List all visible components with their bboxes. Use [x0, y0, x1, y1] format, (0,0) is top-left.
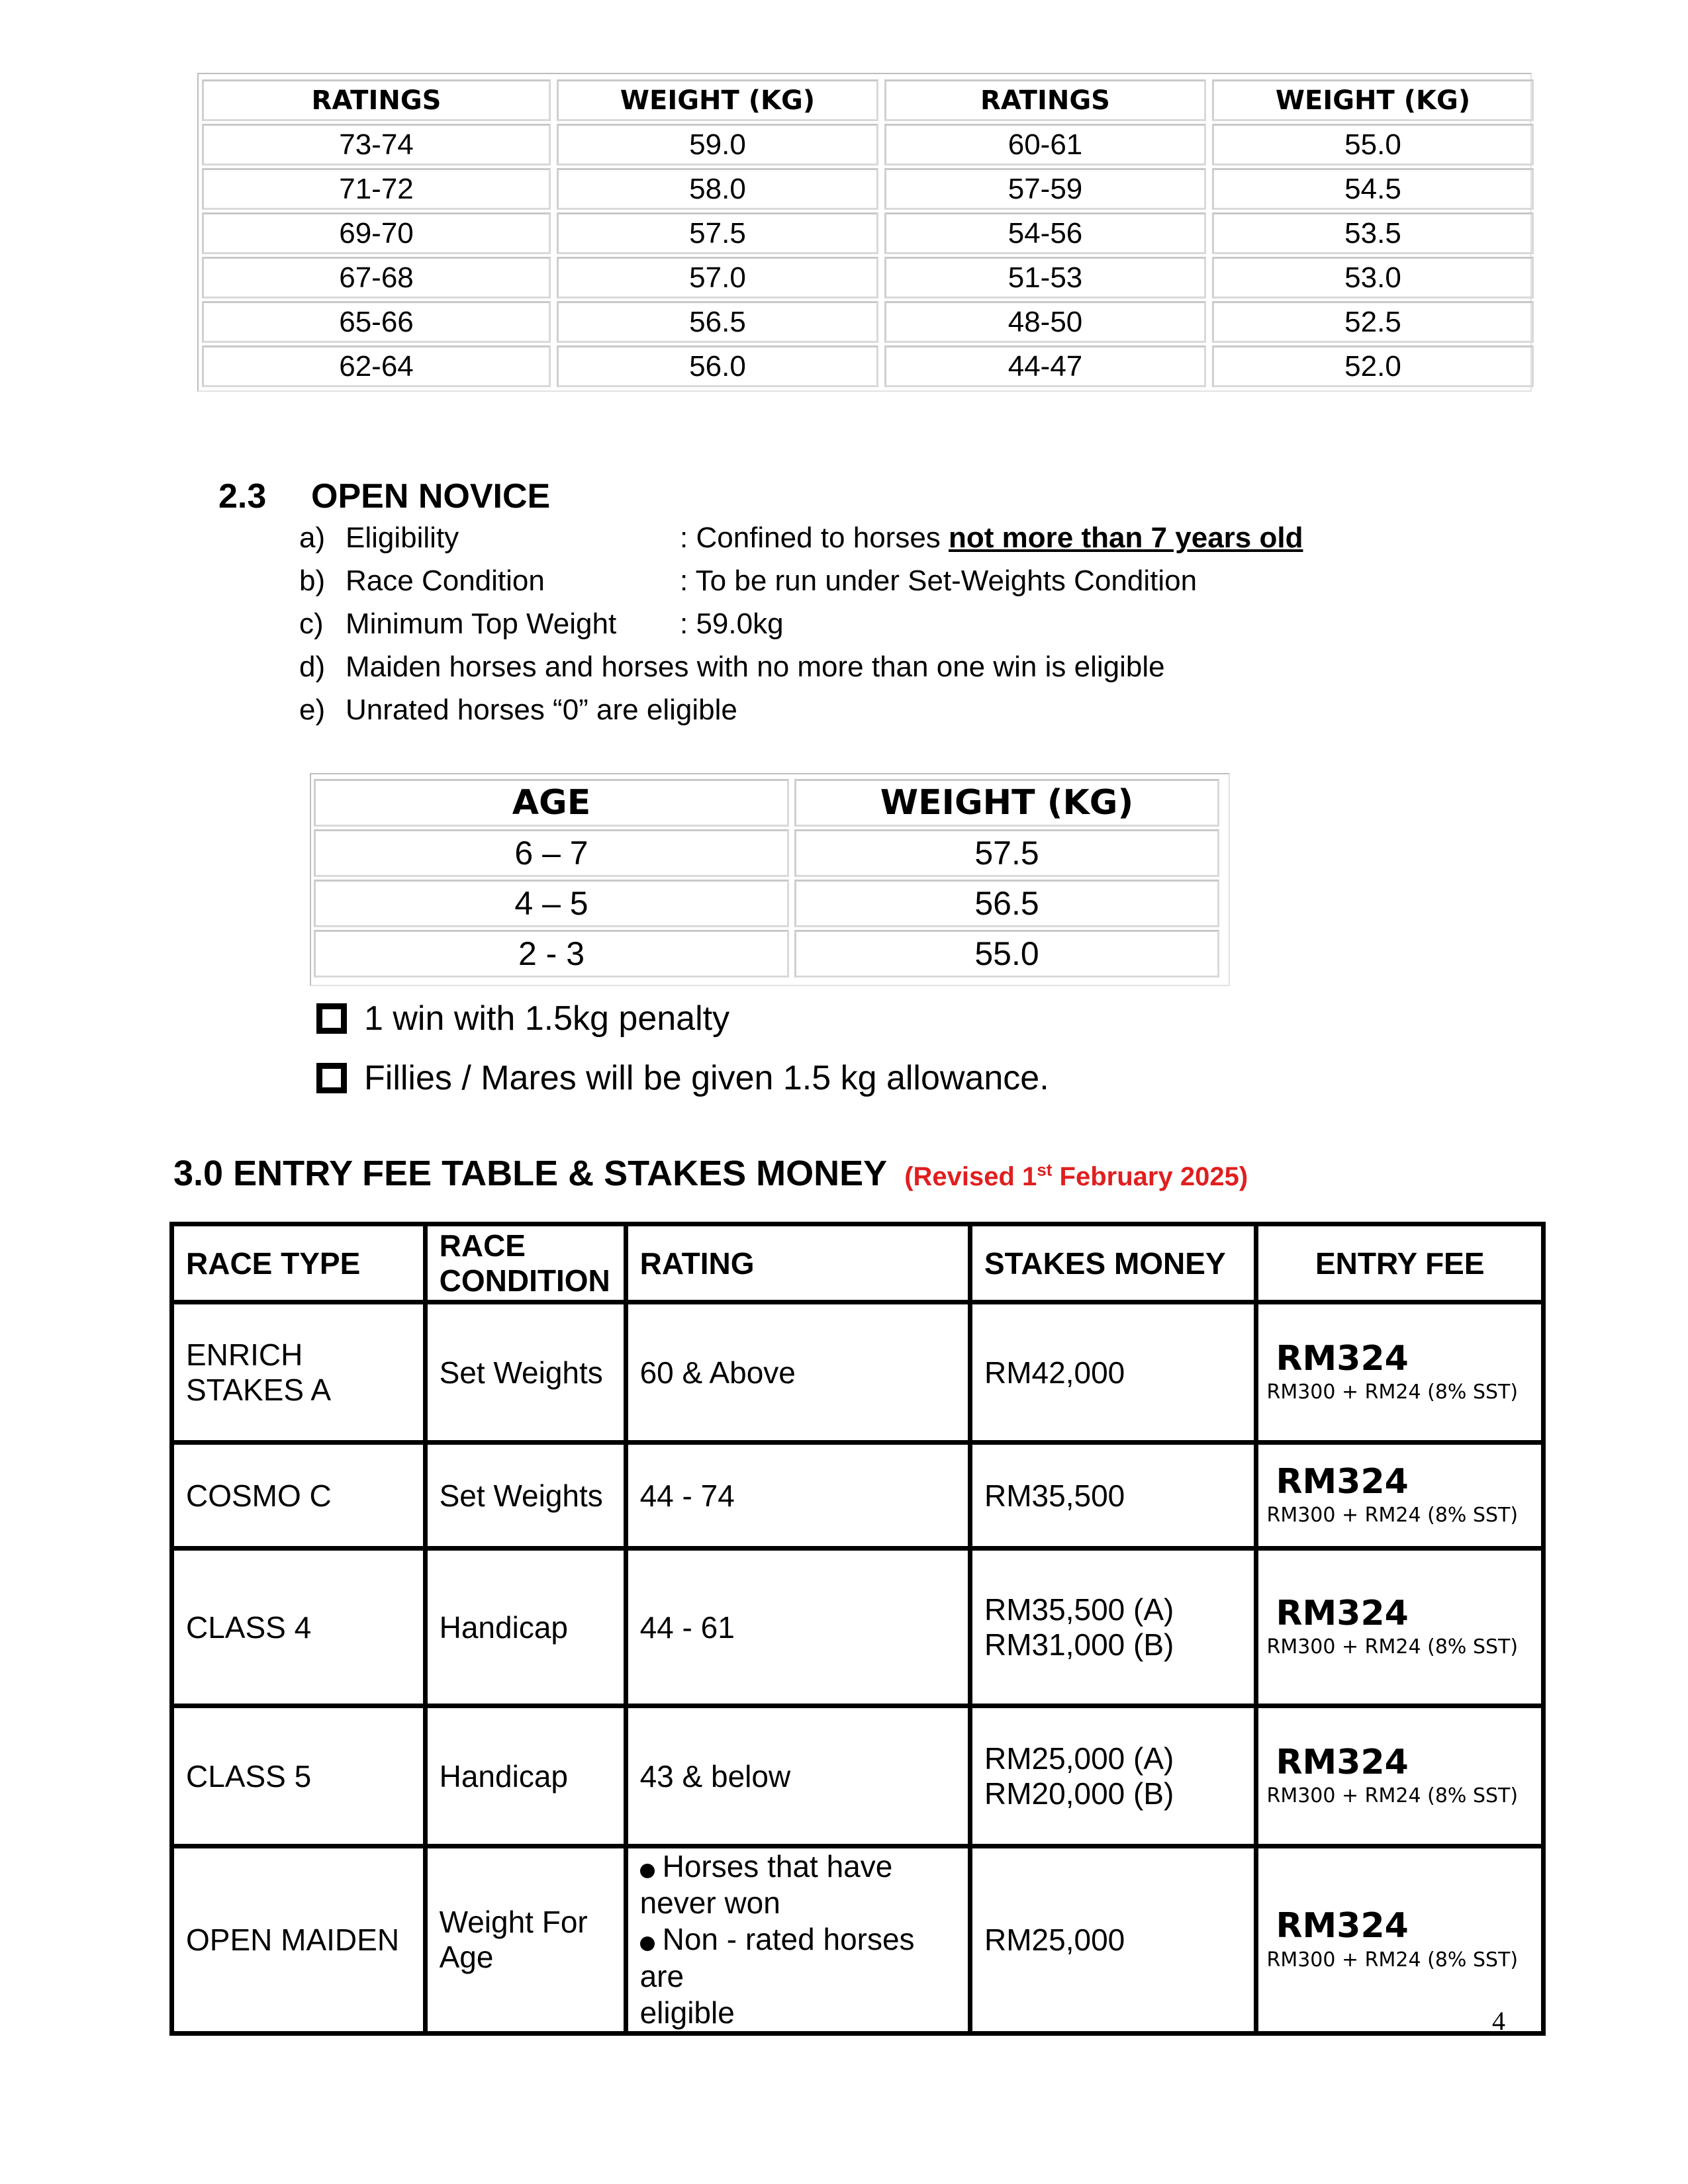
list-item — [316, 1048, 1049, 1108]
fee-amount: RM324 — [1276, 1461, 1409, 1502]
condition-line: Age — [439, 1939, 494, 1974]
table-cell: 55.0 — [794, 930, 1219, 978]
table-cell: 59.0 — [557, 124, 878, 165]
race-type-cell: COSMO C — [172, 1443, 426, 1549]
fee-detail: RM300 + RM24 (8% SST) — [1266, 1635, 1519, 1659]
table-cell: 57.5 — [557, 212, 878, 254]
table-row — [172, 1302, 1544, 1443]
table-header: RATINGS — [884, 79, 1206, 121]
age-weight-table — [310, 773, 1230, 986]
table-cell: 57.0 — [557, 257, 878, 298]
notes-list — [316, 989, 1049, 1108]
condition-cell: Set Weights — [425, 1302, 626, 1443]
list-item — [640, 1921, 956, 1994]
item-letter: d) — [299, 651, 326, 683]
rating-cell — [626, 1846, 970, 2034]
table-cell: 58.0 — [557, 168, 878, 210]
bullet-dot-icon — [640, 1864, 655, 1878]
bullet-text: Horses that have never won — [639, 1849, 893, 1921]
fee-detail: RM300 + RM24 (8% SST) — [1266, 1948, 1519, 1972]
fee-detail: RM300 + RM24 (8% SST) — [1266, 1504, 1519, 1527]
header-line: CONDITION — [439, 1263, 610, 1298]
table-header-row — [172, 1224, 1544, 1302]
item-value — [680, 522, 1303, 555]
race-type-cell: CLASS 5 — [172, 1706, 426, 1846]
table-header — [425, 1224, 626, 1302]
item-label: Eligibility — [346, 522, 459, 554]
item-value: : To be run under Set-Weights Condition — [680, 565, 1197, 597]
fee-amount: RM324 — [1276, 1338, 1409, 1379]
stakes-line: RM35,500 (A) — [984, 1592, 1174, 1627]
table-header: STAKES MONEY — [970, 1224, 1256, 1302]
list-item — [640, 1848, 956, 1921]
table-cell: 53.0 — [1212, 257, 1534, 298]
table-cell: 56.5 — [557, 301, 878, 343]
condition-cell: Set Weights — [425, 1443, 626, 1549]
table-header: ENTRY FEE — [1256, 1224, 1544, 1302]
table-cell: 55.0 — [1212, 124, 1534, 165]
ratings-weight-table — [197, 73, 1532, 392]
note-text: 1 win with 1.5kg penalty — [364, 999, 730, 1038]
fee-amount: RM324 — [1276, 1593, 1409, 1633]
item-label: Minimum Top Weight — [346, 608, 617, 640]
table-cell: 54-56 — [884, 212, 1206, 254]
rating-cell: 44 - 74 — [626, 1443, 970, 1549]
item-letter: a) — [299, 522, 326, 554]
table-cell: 62-64 — [202, 345, 551, 387]
revision-sup: st — [1037, 1160, 1053, 1180]
rating-cell: 60 & Above — [626, 1302, 970, 1443]
stakes-cell — [970, 1549, 1256, 1706]
header-line: RACE — [439, 1228, 526, 1263]
table-cell: 67-68 — [202, 257, 551, 298]
bullet-dot-icon — [640, 1936, 655, 1951]
entry-fee-cell — [1256, 1443, 1544, 1549]
page-number: 4 — [1492, 2006, 1505, 2036]
stakes-cell: RM42,000 — [970, 1302, 1256, 1443]
item-letter: e) — [299, 694, 326, 726]
condition-cell — [425, 1846, 626, 2034]
item-text: Unrated horses “0” are eligible — [346, 694, 737, 726]
table-header: WEIGHT (KG) — [557, 79, 878, 121]
item-text: Maiden horses and horses with no more than one win is eligible — [346, 651, 1165, 683]
stakes-line: RM31,000 (B) — [984, 1627, 1174, 1662]
rating-cell: 43 & below — [626, 1706, 970, 1846]
table-header: RATINGS — [202, 79, 551, 121]
value-prefix: : Confined to horses — [680, 522, 949, 554]
race-type-line: ENRICH — [186, 1337, 303, 1372]
bullet-continuation: eligible — [639, 1995, 735, 2030]
table-header: RATING — [626, 1224, 970, 1302]
entry-fee-cell — [1256, 1549, 1544, 1706]
table-cell: 48-50 — [884, 301, 1206, 343]
note-text: Fillies / Mares will be given 1.5 kg allowance. — [364, 1059, 1049, 1097]
table-cell: 71-72 — [202, 168, 551, 210]
value-emphasis: not more than 7 years old — [949, 522, 1303, 554]
entry-fee-cell — [1256, 1302, 1544, 1443]
table-cell: 69-70 — [202, 212, 551, 254]
stakes-cell: RM35,500 — [970, 1443, 1256, 1549]
table-cell: 53.5 — [1212, 212, 1534, 254]
rating-cell: 44 - 61 — [626, 1549, 970, 1706]
table-header: RACE TYPE — [172, 1224, 426, 1302]
table-header: AGE — [314, 779, 789, 827]
table-cell: 57.5 — [794, 829, 1219, 877]
table-cell: 52.0 — [1212, 345, 1534, 387]
table-row — [172, 1549, 1544, 1706]
bullet-text: Non - rated horses are — [639, 1922, 915, 1993]
condition-cell: Handicap — [425, 1706, 626, 1846]
race-type-cell: OPEN MAIDEN — [172, 1846, 426, 2034]
fee-detail: RM300 + RM24 (8% SST) — [1266, 1381, 1519, 1404]
table-cell: 56.0 — [557, 345, 878, 387]
stakes-cell: RM25,000 — [970, 1846, 1256, 2034]
race-type-cell: CLASS 4 — [172, 1549, 426, 1706]
revision-prefix: (Revised 1 — [904, 1162, 1037, 1191]
table-row — [172, 1846, 1544, 2034]
table-cell: 6 – 7 — [314, 829, 789, 877]
race-type-cell — [172, 1302, 426, 1443]
table-header: WEIGHT (KG) — [1212, 79, 1534, 121]
table-cell: 56.5 — [794, 880, 1219, 927]
table-cell: 60-61 — [884, 124, 1206, 165]
section-title-text: 3.0 ENTRY FEE TABLE & STAKES MONEY — [173, 1154, 887, 1193]
table-cell: 44-47 — [884, 345, 1206, 387]
stakes-cell — [970, 1706, 1256, 1846]
section-title: OPEN NOVICE — [311, 477, 551, 516]
condition-line: Weight For — [439, 1905, 588, 1940]
square-bullet-icon — [316, 1063, 347, 1093]
entry-fee-table — [169, 1222, 1546, 2036]
revision-suffix: February 2025) — [1052, 1162, 1248, 1191]
section-number: 2.3 — [218, 477, 267, 516]
table-cell: 4 – 5 — [314, 880, 789, 927]
table-row — [172, 1443, 1544, 1549]
table-row — [172, 1706, 1544, 1846]
table-cell: 54.5 — [1212, 168, 1534, 210]
list-item — [316, 989, 1049, 1048]
section-title — [173, 1153, 1248, 1194]
fee-amount: RM324 — [1276, 1906, 1409, 1946]
item-value: : 59.0kg — [680, 608, 784, 640]
fee-detail: RM300 + RM24 (8% SST) — [1266, 1784, 1519, 1808]
fee-amount: RM324 — [1276, 1742, 1409, 1782]
stakes-line: RM20,000 (B) — [984, 1776, 1174, 1811]
square-bullet-icon — [316, 1003, 347, 1034]
item-letter: c) — [299, 608, 324, 640]
item-letter: b) — [299, 565, 326, 597]
condition-cell: Handicap — [425, 1549, 626, 1706]
table-cell: 2 - 3 — [314, 930, 789, 978]
stakes-line: RM25,000 (A) — [984, 1741, 1174, 1776]
table-header: WEIGHT (KG) — [794, 779, 1219, 827]
revision-note — [904, 1162, 1248, 1191]
item-label: Race Condition — [346, 565, 545, 597]
table-cell: 57-59 — [884, 168, 1206, 210]
race-type-line: STAKES A — [186, 1372, 332, 1407]
table-cell: 51-53 — [884, 257, 1206, 298]
table-cell: 73-74 — [202, 124, 551, 165]
table-cell: 52.5 — [1212, 301, 1534, 343]
entry-fee-cell — [1256, 1706, 1544, 1846]
table-cell: 65-66 — [202, 301, 551, 343]
